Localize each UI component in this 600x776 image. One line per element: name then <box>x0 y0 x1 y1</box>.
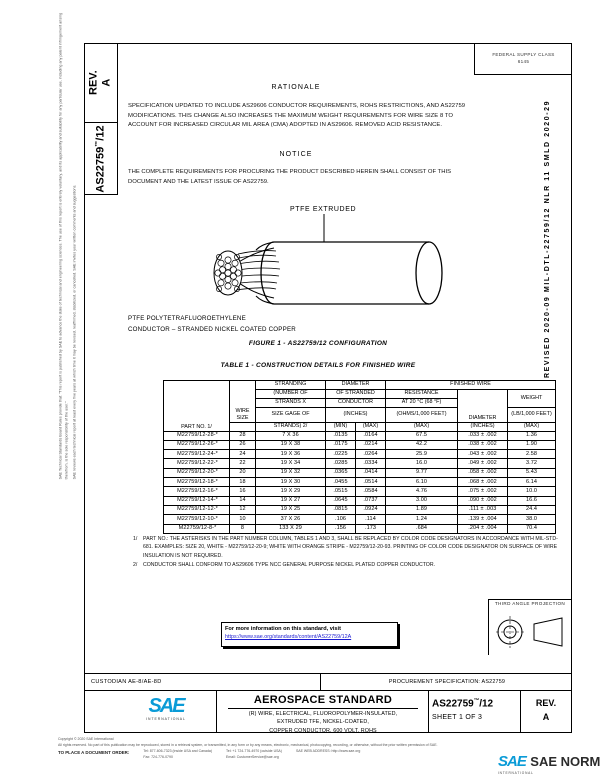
sae-logo-subtitle: INTERNATIONAL <box>146 717 186 721</box>
cell-weight: 16.6 <box>508 496 556 505</box>
cell-part-no: M22759/12-28-* <box>164 431 230 440</box>
cell-part-no: M22759/12-8-* <box>164 524 230 533</box>
table-footnotes <box>133 535 558 571</box>
cell-resistance: 1.24 <box>386 515 458 524</box>
th-stranding-l3: STRANDS X <box>256 399 326 408</box>
cell-fw-diameter: .058 ± .002 <box>458 468 508 477</box>
cell-wire-size: 12 <box>230 505 256 514</box>
cell-stranding: 19 X 34 <box>256 459 326 468</box>
legal-paragraph-1: SAE Technical Standards Board Rules provide that: "This report is published by SAE to advance the state of technical and engineering sciences. The use of this report is entirely voluntary, and its applicability and suitability for any particular use, including any patent infringement arising therefrom, is the sole responsibility of the user." <box>58 12 69 480</box>
th-weight-l2: (LB/1,000 FEET) <box>508 408 556 423</box>
third-angle-projection-label: THIRD ANGLE PROJECTION <box>494 601 566 606</box>
cell-weight: 24.4 <box>508 505 556 514</box>
cell-resistance: .684 <box>386 524 458 533</box>
document-number <box>432 698 518 709</box>
cell-fw-diameter: .075 ± .002 <box>458 487 508 496</box>
cell-resistance: 3.00 <box>386 496 458 505</box>
table-row <box>164 450 556 459</box>
cell-stranding: 19 X 36 <box>256 450 326 459</box>
title-underline <box>228 708 418 709</box>
aerospace-standard-title: AEROSPACE STANDARD <box>253 694 393 706</box>
title-block-divider-3 <box>520 690 521 733</box>
cell-wire-size: 24 <box>230 450 256 459</box>
cell-resistance: 16.0 <box>386 459 458 468</box>
th-resistance-l1: RESISTANCE <box>386 390 458 399</box>
order-label: TO PLACE A DOCUMENT ORDER: <box>58 750 130 756</box>
watermark-subtitle: INTERNATIONAL <box>498 771 534 775</box>
cell-weight: 3.72 <box>508 459 556 468</box>
th-diameter-l3: CONDUCTOR <box>326 399 386 408</box>
cell-weight: 10.0 <box>508 487 556 496</box>
more-info-label: For more information on this standard, visit <box>225 626 341 632</box>
document-number-suffix: /12 <box>94 124 107 141</box>
table-row <box>164 524 556 533</box>
cell-weight: 5.43 <box>508 468 556 477</box>
cell-diam-max: .0214 <box>356 440 386 449</box>
document-number-base: AS22759 <box>94 146 107 193</box>
page-footer <box>58 737 528 760</box>
watermark-text: SAE NORM <box>530 754 600 769</box>
cell-diam-min: .0135 <box>326 431 356 440</box>
cell-part-no: M22759/12-16-* <box>164 487 230 496</box>
cell-stranding: 19 X 25 <box>256 505 326 514</box>
th-wire-size-l2 <box>230 422 256 431</box>
cell-weight: 6.14 <box>508 478 556 487</box>
cell-diam-max: .0164 <box>356 431 386 440</box>
cell-fw-diameter: .204 ± .004 <box>458 524 508 533</box>
title-block-rev-value: A <box>542 712 550 722</box>
cell-weight: 38.0 <box>508 515 556 524</box>
footnote-1-marker: 1/ <box>133 536 138 542</box>
cell-wire-size: 10 <box>230 515 256 524</box>
tel-us: Tel: 877-606-7323 (inside USA and Canada) <box>143 749 212 754</box>
table-row <box>164 440 556 449</box>
procurement-spec-text: PROCUREMENT SPECIFICATION: AS22759 <box>388 679 506 685</box>
cell-diam-min: .0815 <box>326 505 356 514</box>
cell-fw-diameter: .043 ± .002 <box>458 450 508 459</box>
custodian-divider <box>320 673 321 690</box>
rationale-body: SPECIFICATION UPDATED TO INCLUDE AS29606 CONDUCTOR REQUIREMENTS, ROHS RESTRICTIONS, AND AS22759 MODIFICATIONS. THIS CHANGE ALSO INCREASES THE MAXIMUM WEIGHT REQUIREMENTS FOR WIRE SIZE 8 TO ACCOUNT FOR INCREASED CIRCULAR MIL AREA (CMA) ADOPTED IN AS29606. REMOVED ACID RESISTANCE. <box>128 103 466 129</box>
fsc-line-1: FEDERAL SUPPLY CLASS <box>492 51 555 57</box>
footnote-2 <box>133 561 558 569</box>
cell-stranding: 19 X 29 <box>256 487 326 496</box>
rev-value: A <box>100 78 113 87</box>
cell-weight: 1.36 <box>508 431 556 440</box>
th-resistance-l4: (MAX) <box>386 422 458 431</box>
th-stranding-l5: STRANDS) 2/ <box>256 422 326 431</box>
cell-resistance: 67.5 <box>386 431 458 440</box>
construction-details-table <box>163 380 556 534</box>
cell-stranding: 7 X 36 <box>256 431 326 440</box>
email-address: Email: CustomerService@sae.org <box>226 754 279 759</box>
footnote-2-marker: 2/ <box>133 562 138 569</box>
description-line-3: COPPER CONDUCTOR, 600 VOLT, ROHS <box>269 727 377 734</box>
cell-diam-max: .0514 <box>356 478 386 487</box>
cell-resistance: 4.76 <box>386 487 458 496</box>
cell-part-no: M22759/12-18-* <box>164 478 230 487</box>
sae-logo-mark: SAE <box>148 695 184 717</box>
cell-diam-min: .0455 <box>326 478 356 487</box>
th-weight-l1: WEIGHT <box>508 390 556 408</box>
doc-trademark-symbol: ™ <box>473 698 480 704</box>
th-fw-diameter-l2: (INCHES) <box>458 422 508 431</box>
federal-supply-class-box <box>474 43 572 75</box>
cell-diam-max: .0264 <box>356 450 386 459</box>
cell-diam-min: .0225 <box>326 450 356 459</box>
cell-wire-size: 16 <box>230 487 256 496</box>
cell-diam-min: .0285 <box>326 459 356 468</box>
footnote-2-text: CONDUCTOR SHALL CONFORM TO AS29606 TYPE NCC GENERAL PURPOSE NICKEL PLATED COPPER CONDUCTOR. <box>143 562 436 569</box>
th-resistance-l3: (OHMS/1,000 FEET) <box>386 408 458 423</box>
table-row <box>164 496 556 505</box>
cell-diam-min: .106 <box>326 515 356 524</box>
cell-stranding: 19 X 32 <box>256 468 326 477</box>
revision-strip-vertical: REVISED 2020-09 MIL-DTL-22759/12 NLR 11 SMLD 2020-29 <box>544 99 551 378</box>
doc-number-base: AS22759 <box>432 698 474 710</box>
cell-resistance: 1.89 <box>386 505 458 514</box>
cell-resistance: 25.9 <box>386 450 458 459</box>
cell-weight: 70.4 <box>508 524 556 533</box>
cell-part-no: M22759/12-14-* <box>164 496 230 505</box>
cell-part-no: M22759/12-22-* <box>164 459 230 468</box>
order-info <box>58 749 528 760</box>
sae-logo <box>128 696 204 721</box>
sheet-number: SHEET 1 OF 3 <box>432 714 483 721</box>
cell-stranding: 19 X 30 <box>256 478 326 487</box>
description-line-1: (R) WIRE, ELECTRICAL, FLUOROPOLYMER-INSULATED, <box>248 711 398 717</box>
notice-body: THE COMPLETE REQUIREMENTS FOR PROCURING THE PRODUCT DESCRIBED HEREIN SHALL CONSIST OF THIS DOCUMENT AND THE LATEST ISSUE OF AS22759. <box>128 169 452 185</box>
legend-line-1: PTFE POLYTETRAFLUOROETHYLENE <box>128 315 246 322</box>
title-block-divider-1 <box>216 690 217 733</box>
cell-wire-size: 26 <box>230 440 256 449</box>
figure-callout-label: PTFE EXTRUDED <box>290 206 357 213</box>
th-weight-l3: (MAX) <box>508 422 556 431</box>
custodian-text: CUSTODIAN AE-8/AE-8D <box>91 679 162 685</box>
table-row <box>164 478 556 487</box>
figure-caption: FIGURE 1 - AS22759/12 CONFIGURATION <box>248 340 388 347</box>
wire-diagram-svg <box>124 204 574 324</box>
notice-heading: NOTICE <box>279 151 313 158</box>
rights-line: All rights reserved. No part of this publication may be reproduced, stored in a retrieval system, or transmitted, in any form or by any means, electronic, mechanical, photocopying, recording, or otherwise, without the prior written permission of SAE. <box>58 742 438 747</box>
cell-weight: 1.90 <box>508 440 556 449</box>
cell-stranding: 37 X 26 <box>256 515 326 524</box>
cell-weight: 2.58 <box>508 450 556 459</box>
table-row <box>164 505 556 514</box>
description-line-2: EXTRUDED TFE, NICKEL-COATED, <box>277 719 369 726</box>
wire-cross-section-figure <box>124 204 574 324</box>
th-stranding-l4: SIZE GAGE OF <box>256 408 326 423</box>
cell-stranding: 19 X 27 <box>256 496 326 505</box>
copyright-line: Copyright © 2020 SAE International <box>58 737 114 741</box>
fsc-line-2: 6145 <box>517 58 530 64</box>
document-number-box <box>84 123 118 195</box>
watermark-mark: SAE <box>498 753 526 770</box>
cell-wire-size: 18 <box>230 478 256 487</box>
third-angle-projection-symbol-icon <box>494 612 568 652</box>
th-diameter-l4: (INCHES) <box>326 408 386 423</box>
table-caption: TABLE 1 - CONSTRUCTION DETAILS FOR FINISHED WIRE <box>220 362 416 369</box>
cell-resistance: 6.10 <box>386 478 458 487</box>
cell-fw-diameter: .090 ± .002 <box>458 496 508 505</box>
title-block-rev-label: REV. <box>535 698 557 708</box>
table-row <box>164 468 556 477</box>
footnote-1-text: PART NO.: THE ASTERISKS IN THE PART NUMBER COLUMN, TABLES 1 AND 3, SHALL BE REPLACED BY COLOR CODE DESIGNATORS IN ACCORDANCE WITH MIL-STD-681. EXAMPLES: SIZE 20, WHITE - M22759/12-20-9; WHITE WITH ORANGE STRIPE - M22759/12-20-93. PRINTING OF COLOR CODE DESIGNATOR ON SURFACE OF WIRE INSULATION IS NOT REQUIRED. <box>143 536 558 559</box>
cell-part-no: M22759/12-20-* <box>164 468 230 477</box>
legend-line-2: CONDUCTOR – STRANDED NICKEL COATED COPPER <box>128 325 296 333</box>
tel-international: Tel: +1 724-776-4970 (outside USA) <box>226 749 282 754</box>
table-row <box>164 487 556 496</box>
cell-part-no: M22759/12-26-* <box>164 440 230 449</box>
cell-fw-diameter: .038 ± .002 <box>458 440 508 449</box>
title-block-divider-2 <box>428 690 429 733</box>
table-row <box>164 515 556 524</box>
cell-diam-min: .0645 <box>326 496 356 505</box>
fax-number: Fax: 724-776-0790 <box>143 754 173 759</box>
cell-diam-max: .0737 <box>356 496 386 505</box>
cell-diam-max: .114 <box>356 515 386 524</box>
th-stranding-group: STRANDING <box>256 381 326 390</box>
th-resistance-l2: AT 20 °C (68 °F) <box>386 399 458 408</box>
table-row <box>164 459 556 468</box>
th-part-no: PART NO. 1/ <box>164 381 230 432</box>
th-diameter-max: (MAX) <box>356 422 386 431</box>
th-stranding-l2: (NUMBER OF <box>256 390 326 399</box>
legal-paragraph-2: SAE reviews each technical report at least every five years at which time it may be revised, reaffirmed, stabilized, or cancelled. SAE invites your written comments and suggestions. <box>72 184 77 480</box>
standard-url-link[interactable]: https://www.sae.org/standards/content/AS22759/12A <box>225 634 352 641</box>
cell-wire-size: 8 <box>230 524 256 533</box>
cell-diam-max: .0924 <box>356 505 386 514</box>
table-row <box>164 431 556 440</box>
cell-resistance: 42.2 <box>386 440 458 449</box>
doc-number-suffix: /12 <box>479 698 494 710</box>
cell-wire-size: 20 <box>230 468 256 477</box>
cell-diam-max: .0414 <box>356 468 386 477</box>
sae-norm-watermark <box>498 753 600 775</box>
cell-part-no: M22759/12-10-* <box>164 515 230 524</box>
cell-part-no: M22759/12-24-* <box>164 450 230 459</box>
th-finished-wire-group: FINISHED WIRE <box>386 381 556 390</box>
figure-legend <box>128 314 296 336</box>
cell-diam-max: .0334 <box>356 459 386 468</box>
th-diameter-l2: OF STRANDED <box>326 390 386 399</box>
trademark-symbol: ™ <box>94 140 101 147</box>
cell-wire-size: 28 <box>230 431 256 440</box>
web-address: SAE WEB ADDRESS: http://www.sae.org <box>295 749 361 754</box>
legal-notice-vertical <box>59 9 82 479</box>
cell-wire-size: 14 <box>230 496 256 505</box>
cell-diam-min: .0175 <box>326 440 356 449</box>
document-sheet <box>28 12 600 775</box>
cell-diam-max: .0584 <box>356 487 386 496</box>
cell-wire-size: 22 <box>230 459 256 468</box>
standard-description <box>224 710 422 735</box>
th-wire-size-l1: WIRE SIZE <box>230 408 256 423</box>
cell-fw-diameter: .033 ± .002 <box>458 431 508 440</box>
cell-diam-min: .156 <box>326 524 356 533</box>
cell-resistance: 9.77 <box>386 468 458 477</box>
cell-stranding: 133 X 29 <box>256 524 326 533</box>
th-diameter-group: DIAMETER <box>326 381 386 390</box>
cell-diam-max: .173 <box>356 524 386 533</box>
cell-diam-min: .0365 <box>326 468 356 477</box>
cell-stranding: 19 X 38 <box>256 440 326 449</box>
cell-fw-diameter: .111 ± .003 <box>458 505 508 514</box>
cell-diam-min: .0515 <box>326 487 356 496</box>
footnote-1 <box>133 535 558 560</box>
rationale-heading: RATIONALE <box>271 84 321 91</box>
rev-label: REV. <box>87 70 100 95</box>
more-info-box[interactable] <box>221 622 398 647</box>
cell-fw-diameter: .049 ± .002 <box>458 459 508 468</box>
rev-box-header <box>84 43 118 123</box>
cell-part-no: M22759/12-12-* <box>164 505 230 514</box>
cell-fw-diameter: .139 ± .004 <box>458 515 508 524</box>
th-diameter-min: (MIN) <box>326 422 356 431</box>
cell-fw-diameter: .068 ± .002 <box>458 478 508 487</box>
th-fw-diameter-l1: DIAMETER <box>468 414 497 421</box>
construction-table-body <box>164 431 556 533</box>
